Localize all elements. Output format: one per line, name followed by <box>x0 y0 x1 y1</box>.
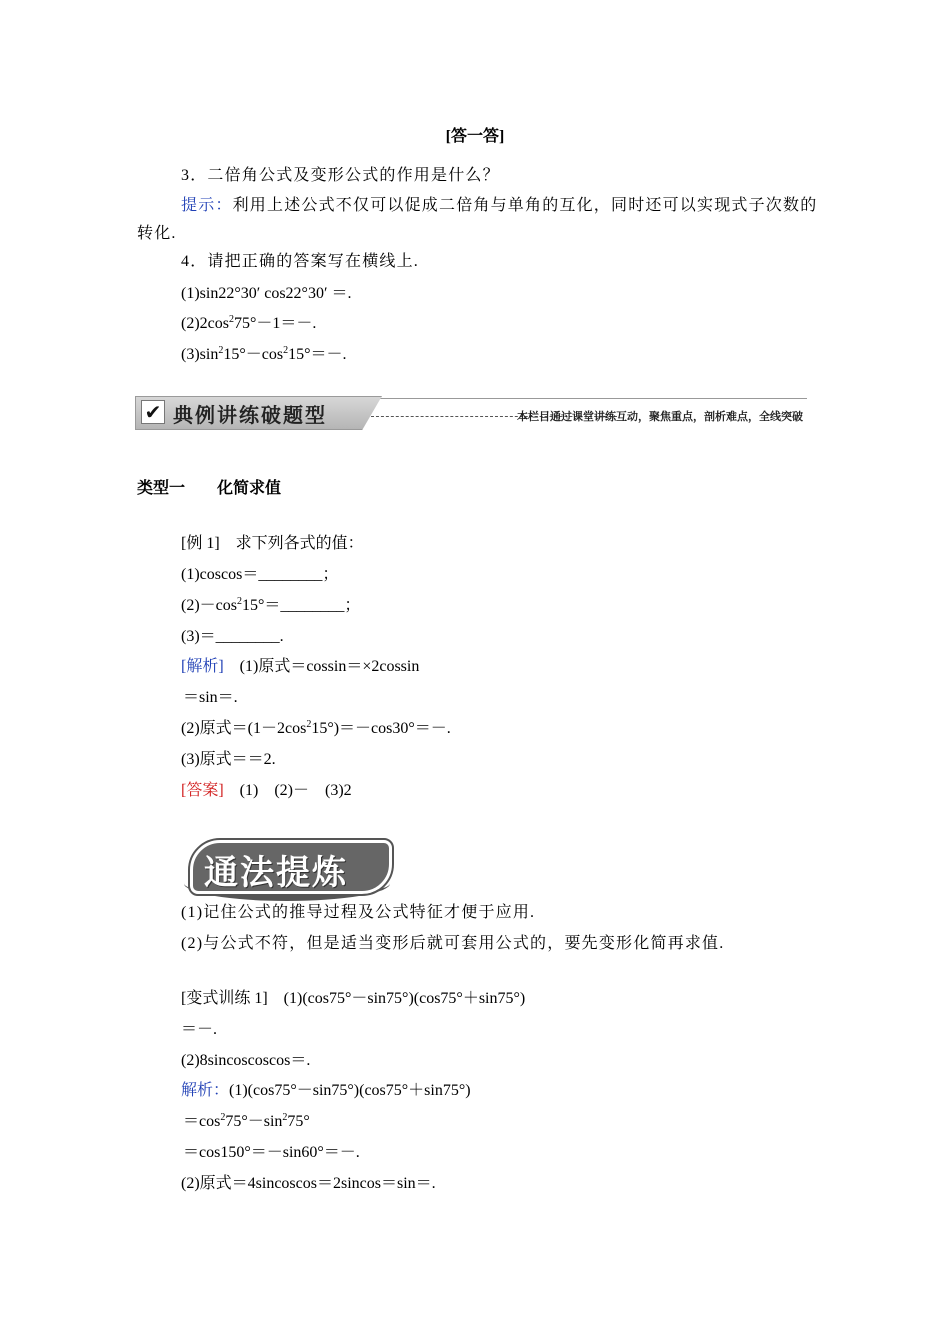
superscript: 2 <box>282 1112 288 1123</box>
type-heading: 类型一 化简求值 <box>137 478 282 497</box>
banner-rule <box>367 398 807 399</box>
q4-item-3-part-b: 15°－cos <box>223 346 284 363</box>
method-2: (2)与公式不符，但是适当变形后就可套用公式的，要先变形化简再求值. <box>181 935 725 952</box>
example-stem: [例 1] 求下列各式的值： <box>181 535 364 552</box>
section-banner <box>135 396 807 430</box>
answer-line <box>181 781 352 801</box>
hint-continuation: 转化. <box>137 225 177 242</box>
variant-analysis-2 <box>183 1112 310 1132</box>
hint-line <box>181 196 817 216</box>
variant-stem: [变式训练 1] (1)(cos75°－sin75°)(cos75°＋sin75°) <box>181 990 526 1007</box>
variant-analysis-text-2b: 75°－sin <box>225 1113 283 1130</box>
banner-title: 典例讲练破题型 <box>173 403 327 427</box>
analysis-line-2: ＝sin＝. <box>183 689 238 706</box>
hint-label: 提示： <box>181 197 233 214</box>
example-part-2 <box>181 596 360 616</box>
q4-item-2 <box>181 314 316 334</box>
variant-analysis-1 <box>181 1081 471 1101</box>
variant-analysis-text-2a: ＝cos <box>183 1113 221 1130</box>
example-part-1: (1)coscos＝________； <box>181 566 339 583</box>
analysis-line-3 <box>181 719 451 739</box>
analysis-text-3b: 15°)＝－cos30°＝－. <box>311 720 451 737</box>
analysis-label: [解析] <box>181 658 224 675</box>
example-part-2-b: 15°＝________； <box>242 597 361 614</box>
superscript: 2 <box>220 1112 226 1123</box>
banner-note: 本栏目通过课堂讲练互动，聚焦重点，剖析难点，全线突破 <box>517 410 803 423</box>
q4-item-2-part-b: 75°－1＝－. <box>233 315 317 332</box>
analysis-line-1 <box>181 657 419 677</box>
q4-item-2-part-a: (2)2cos <box>181 315 229 332</box>
variant-analysis-label: 解析： <box>181 1082 230 1099</box>
analysis-line-4: (3)原式＝＝2. <box>181 751 276 768</box>
question-4: 4．请把正确的答案写在横线上. <box>181 253 420 270</box>
badge-title: 通法提炼 <box>204 853 348 893</box>
superscript: 2 <box>306 719 312 730</box>
checkmark-icon: ✔ <box>141 400 165 424</box>
superscript: 2 <box>237 596 242 607</box>
superscript: 2 <box>283 345 289 356</box>
variant-part-2: (2)8sincoscoscos＝. <box>181 1052 311 1069</box>
q4-item-3-part-c: 15°＝－. <box>288 346 347 363</box>
example-part-2-a: (2)－cos <box>181 597 237 614</box>
method-1: (1)记住公式的推导过程及公式特征才便于应用. <box>181 904 536 921</box>
q4-item-3-part-a: (3)sin <box>181 346 219 363</box>
analysis-text-3a: (2)原式＝(1－2cos <box>181 720 307 737</box>
superscript: 2 <box>218 345 224 356</box>
variant-analysis-text-1: (1)(cos75°－sin75°)(cos75°＋sin75°) <box>229 1082 471 1099</box>
variant-stem-2: ＝－. <box>181 1021 218 1038</box>
variant-analysis-text-2c: 75° <box>287 1113 310 1130</box>
q4-item-1: (1)sin22°30′ cos22°30′ ＝. <box>181 285 352 302</box>
section-title: [答一答] <box>445 128 505 145</box>
variant-analysis-4: (2)原式＝4sincoscos＝2sincos＝sin＝. <box>181 1175 436 1192</box>
answer-label: [答案] <box>181 782 224 799</box>
variant-analysis-3: ＝cos150°＝－sin60°＝－. <box>183 1144 360 1161</box>
example-part-3: (3)＝________. <box>181 628 284 645</box>
analysis-text-1: (1)原式＝cossin＝×2cossin <box>223 658 420 675</box>
hint-text: 利用上述公式不仅可以促成二倍角与单角的互化，同时还可以实现式子次数的 <box>232 197 818 214</box>
answer-text: (1) (2)－ (3)2 <box>223 782 352 799</box>
question-3: 3．二倍角公式及变形公式的作用是什么？ <box>181 167 500 184</box>
method-badge <box>184 838 390 896</box>
q4-item-3 <box>181 345 346 365</box>
superscript: 2 <box>228 314 234 325</box>
